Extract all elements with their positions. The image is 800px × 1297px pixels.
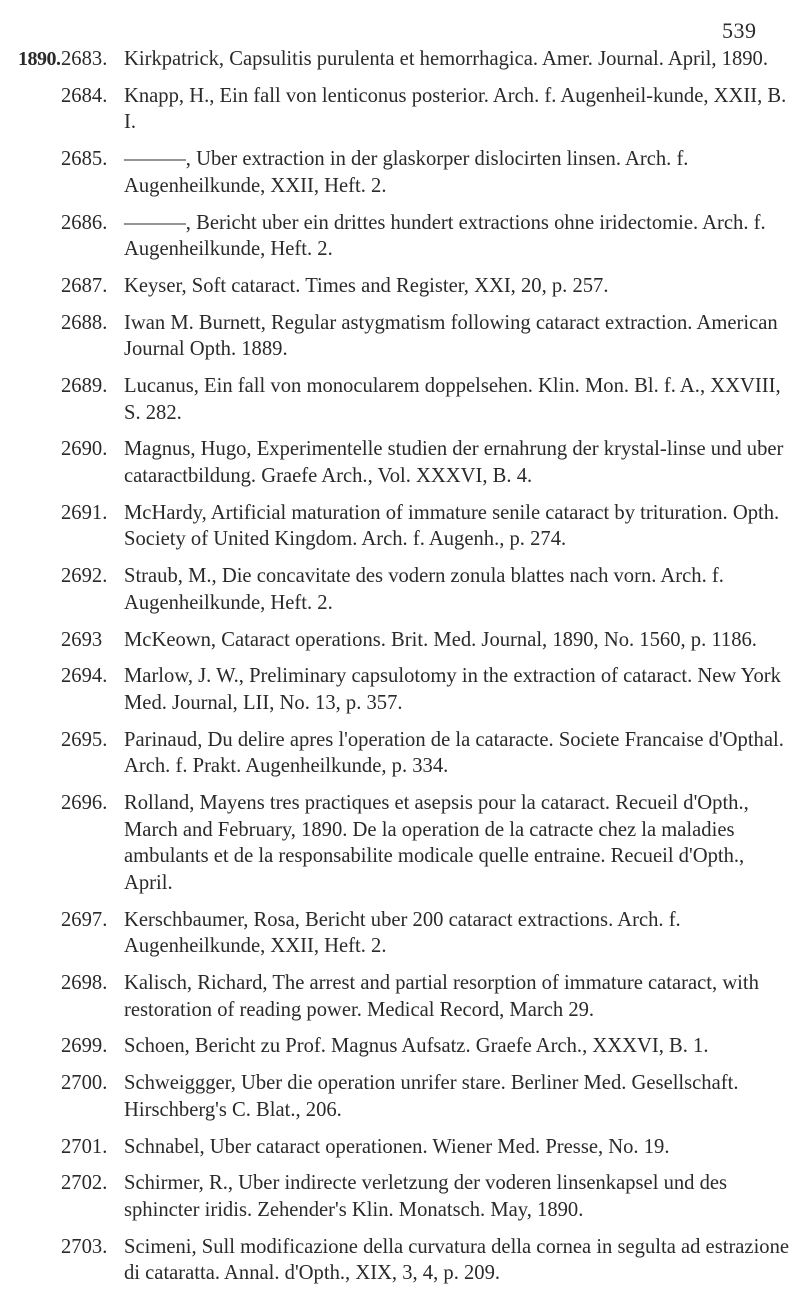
entry-text: Rolland, Mayens tres practiques et asepsis pour la cataract. Recueil d'Opth., March and February, 1890. De la operation de la catracte chez la maladies ambulants et de la responsabilite modicale quelle entraine. Recueil d'Opth., April. [124, 792, 749, 894]
bibliography-entry [61, 1134, 791, 1161]
bibliography-entry [61, 210, 791, 263]
entry-number: 2703. [61, 1235, 108, 1258]
entry-text: Straub, M., Die concavitate des vodern zonula blattes nach vorn. Arch. f. Augenheilkunde, Heft. 2. [124, 565, 724, 614]
entry-text: Knapp, H., Ein fall von lenticonus posterior. Arch. f. Augenheil-kunde, XXII, B. I. [124, 84, 787, 134]
entry-number: 2698. [61, 972, 108, 995]
entry-number: 2683. [61, 48, 108, 70]
entry-text: Kalisch, Richard, The arrest and partial resorption of immature cataract, with restoration of reading power. Medical Record, March 29. [124, 972, 759, 1021]
entry-number: 2699. [61, 1035, 108, 1058]
entry-number: 2697. [61, 908, 108, 931]
entry-number: 2694. [61, 665, 108, 688]
bibliography-entry [61, 907, 791, 960]
entry-text: ———, Uber extraction in der glaskorper dislocirten linsen. Arch. f. Augenheilkunde, XXII, Heft. 2. [124, 148, 689, 197]
entry-text: Lucanus, Ein fall von monocularem doppelsehen. Klin. Mon. Bl. f. A., XXVIII, S. 282. [124, 375, 781, 424]
entry-number: 2690. [61, 438, 108, 461]
bibliography-entry [61, 273, 791, 300]
entry-number: 2695. [61, 728, 108, 751]
bibliography-entry [61, 1070, 791, 1123]
entry-number: 2692. [61, 565, 108, 588]
entry-text: Schnabel, Uber cataract operationen. Wiener Med. Presse, No. 19. [124, 1135, 670, 1158]
entry-text: McKeown, Cataract operations. Brit. Med. Journal, 1890, No. 1560, p. 1186. [124, 628, 757, 651]
entry-text: Schweiggger, Uber die operation unrifer stare. Berliner Med. Gesellschaft. Hirschberg's C. Blat., 206. [124, 1072, 739, 1121]
bibliography-entry [61, 83, 791, 136]
page-number: 539 [722, 18, 757, 43]
year-label: 1890. [18, 48, 61, 70]
bibliography-list [61, 46, 791, 1297]
entry-number: 2685. [61, 148, 108, 171]
entry-text: Kerschbaumer, Rosa, Bericht uber 200 cataract extractions. Arch. f. Augenheilkunde, XXII, Heft. 2. [124, 908, 681, 958]
entry-text: McHardy, Artificial maturation of immature senile cataract by trituration. Opth. Society of United Kingdom. Arch. f. Augenh., p. 274. [124, 501, 780, 551]
bibliography-entry [61, 500, 791, 553]
bibliography-entry [61, 373, 791, 426]
entry-text: Marlow, J. W., Preliminary capsulotomy in the extraction of cataract. New York Med. Journal, LII, No. 13, p. 357. [124, 665, 781, 714]
entry-number: 2700. [61, 1072, 108, 1095]
entry-text: Schoen, Bericht zu Prof. Magnus Aufsatz. Graefe Arch., XXXVI, B. 1. [124, 1035, 709, 1058]
bibliography-entry [61, 627, 791, 654]
entry-number: 2696. [61, 792, 108, 815]
entry-number: 2693 [61, 628, 103, 651]
entry-text: Scimeni, Sull modificazione della curvatura della cornea in segulta ad estrazione di cataratta. Annal. d'Opth., XIX, 3, 4, p. 209. [124, 1235, 790, 1285]
entry-text: Parinaud, Du delire apres l'operation de la cataracte. Societe Francaise d'Opthal. Arch. f. Prakt. Augenheilkunde, p. 334. [124, 728, 784, 778]
bibliography-entry [61, 970, 791, 1023]
entry-number: 2691. [61, 501, 108, 524]
entry-text: ———, Bericht uber ein drittes hundert extractions ohne iridectomie. Arch. f. Augenheilkunde, Heft. 2. [124, 211, 766, 261]
entry-number: 2701. [61, 1135, 108, 1158]
bibliography-entry [61, 663, 791, 716]
entry-number: 2702. [61, 1172, 108, 1195]
bibliography-entry [61, 146, 791, 199]
bibliography-entry [61, 46, 791, 73]
bibliography-entry [61, 1234, 791, 1287]
entry-number: 2684. [61, 84, 108, 107]
bibliography-entry [61, 1170, 791, 1223]
bibliography-entry [61, 436, 791, 489]
bibliography-entry [61, 790, 791, 896]
entry-text: Magnus, Hugo, Experimentelle studien der ernahrung der krystal-linse und uber cataractbildung. Graefe Arch., Vol. XXXVI, B. 4. [124, 438, 784, 488]
bibliography-entry [61, 310, 791, 363]
entry-number: 2686. [61, 211, 108, 234]
bibliography-entry [61, 727, 791, 780]
entry-number: 2689. [61, 375, 108, 398]
entry-text: Schirmer, R., Uber indirecte verletzung der voderen linsenkapsel und des sphincter iridis. Zehender's Klin. Monatsch. May, 1890. [124, 1172, 728, 1221]
entry-text: Kirkpatrick, Capsulitis purulenta et hemorrhagica. Amer. Journal. April, 1890. [124, 48, 768, 70]
entry-number: 2688. [61, 311, 108, 334]
bibliography-entry [61, 563, 791, 616]
entry-number: 2687. [61, 274, 108, 297]
bibliography-entry [61, 1033, 791, 1060]
entry-text: Keyser, Soft cataract. Times and Register, XXI, 20, p. 257. [124, 274, 609, 297]
entry-text: Iwan M. Burnett, Regular astygmatism following cataract extraction. American Journal Opth. 1889. [124, 311, 778, 361]
